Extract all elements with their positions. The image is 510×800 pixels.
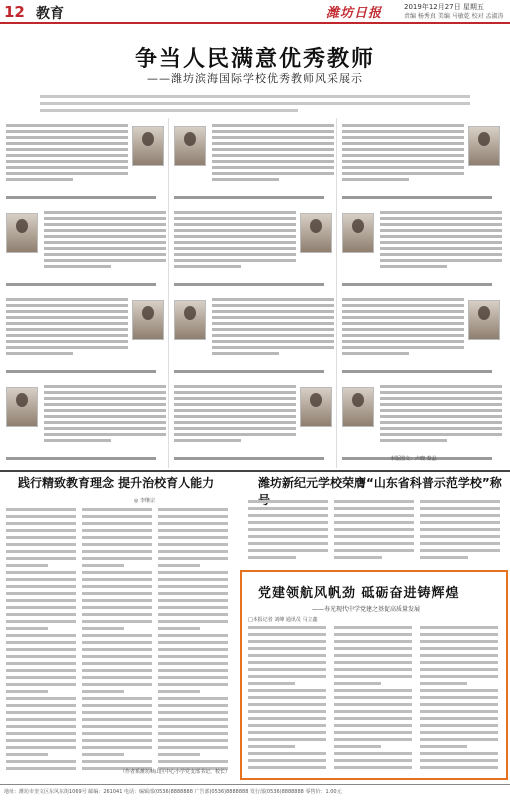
text-column bbox=[334, 626, 412, 773]
teacher-quote-line bbox=[174, 370, 324, 373]
teacher-bio-text bbox=[212, 298, 334, 358]
teacher-photo bbox=[132, 126, 164, 166]
teacher-quote-line bbox=[342, 196, 492, 199]
footer-rule bbox=[0, 784, 510, 785]
page-number: 12 bbox=[4, 3, 25, 21]
teacher-profile bbox=[172, 379, 336, 469]
teacher-quote-line bbox=[174, 457, 324, 460]
text-column bbox=[82, 508, 152, 774]
teacher-photo bbox=[6, 213, 38, 253]
teacher-photo bbox=[468, 126, 500, 166]
teacher-quote-line bbox=[6, 196, 156, 199]
teacher-photo bbox=[468, 300, 500, 340]
teacher-profile bbox=[340, 118, 504, 208]
teacher-profile bbox=[4, 292, 168, 382]
teacher-quote-line bbox=[6, 457, 156, 460]
lead-intro-text bbox=[40, 95, 470, 112]
issue-date: 2019年12月27日 星期五 bbox=[404, 3, 484, 11]
masthead-rule bbox=[0, 22, 510, 24]
text-column bbox=[248, 500, 328, 563]
masthead bbox=[0, 0, 510, 22]
teacher-photo bbox=[174, 300, 206, 340]
lead-subhead: ——潍坊滨海国际学校优秀教师风采展示 bbox=[147, 72, 363, 85]
author-note: （作者系潍坊峡山区中心小学党支部书记、校长） bbox=[120, 769, 231, 775]
photo-credits: 本版图文：卢晓 秦晶 bbox=[390, 456, 437, 462]
teacher-quote-line bbox=[342, 370, 492, 373]
page-footer: 地址：潍坊市奎文区东风东街1069号 邮编：261041 电话：编辑部(0536)8888888 广告部(0536)8888888 发行部(0536)8888888 零售价：1.00元 bbox=[4, 789, 342, 795]
boxed-article-title: 党建领航风帆劲 砥砺奋进铸辉煌 bbox=[258, 586, 460, 601]
teacher-bio-text bbox=[174, 385, 296, 445]
text-column bbox=[158, 508, 228, 774]
text-column bbox=[248, 626, 326, 773]
teacher-quote-line bbox=[6, 283, 156, 286]
lead-headline: 争当人民满意优秀教师 bbox=[134, 47, 375, 72]
teacher-profile bbox=[4, 205, 168, 295]
teacher-bio-text bbox=[44, 211, 166, 271]
teacher-photo bbox=[174, 126, 206, 166]
teacher-bio-text bbox=[6, 124, 128, 184]
teacher-bio-text bbox=[342, 298, 464, 358]
text-column bbox=[420, 500, 500, 563]
boxed-article bbox=[240, 570, 508, 780]
teacher-profile bbox=[4, 379, 168, 469]
teacher-photo bbox=[300, 213, 332, 253]
teacher-profile bbox=[4, 118, 168, 208]
teacher-quote-line bbox=[174, 196, 324, 199]
teacher-photo bbox=[342, 387, 374, 427]
teacher-photo bbox=[132, 300, 164, 340]
teacher-profile bbox=[172, 205, 336, 295]
teacher-bio-text bbox=[380, 211, 502, 271]
teacher-photo bbox=[6, 387, 38, 427]
boxed-article-subtitle: ——寿光现代中学党建之基促高质量发展 bbox=[312, 606, 421, 613]
teacher-profile bbox=[172, 118, 336, 208]
editor-credits: 责编 杨秀真 美编 马敏乾 校对 孟淑涛 bbox=[404, 13, 504, 20]
teacher-bio-text bbox=[342, 124, 464, 184]
newspaper-brand: 潍坊日报 bbox=[326, 6, 383, 21]
left-article-title: 践行精致教育理念 提升治校育人能力 bbox=[18, 476, 215, 490]
section-divider bbox=[0, 470, 510, 472]
column-divider bbox=[168, 118, 169, 468]
teacher-profile bbox=[340, 292, 504, 382]
teacher-quote-line bbox=[6, 370, 156, 373]
column-divider bbox=[336, 118, 337, 468]
teacher-bio-text bbox=[6, 298, 128, 358]
teacher-quote-line bbox=[342, 283, 492, 286]
teacher-bio-text bbox=[212, 124, 334, 184]
teacher-quote-line bbox=[174, 283, 324, 286]
teacher-photo bbox=[342, 213, 374, 253]
teacher-profile bbox=[172, 292, 336, 382]
teacher-photo bbox=[300, 387, 332, 427]
text-column bbox=[420, 626, 498, 773]
right-article-title: 潍坊新纪元学校荣膺“山东省科普示范学校”称 bbox=[258, 476, 502, 490]
teacher-bio-text bbox=[174, 211, 296, 271]
section-name: 教育 bbox=[36, 6, 64, 22]
teacher-bio-text bbox=[44, 385, 166, 445]
teacher-bio-text bbox=[380, 385, 502, 445]
text-column bbox=[334, 500, 414, 563]
text-column bbox=[6, 508, 76, 774]
boxed-article-byline: □本报记者 刘峰 通讯员 马立鑫 bbox=[248, 617, 318, 623]
teacher-profile bbox=[340, 205, 504, 295]
left-article-byline: ◎ 李继宗 bbox=[134, 498, 155, 504]
